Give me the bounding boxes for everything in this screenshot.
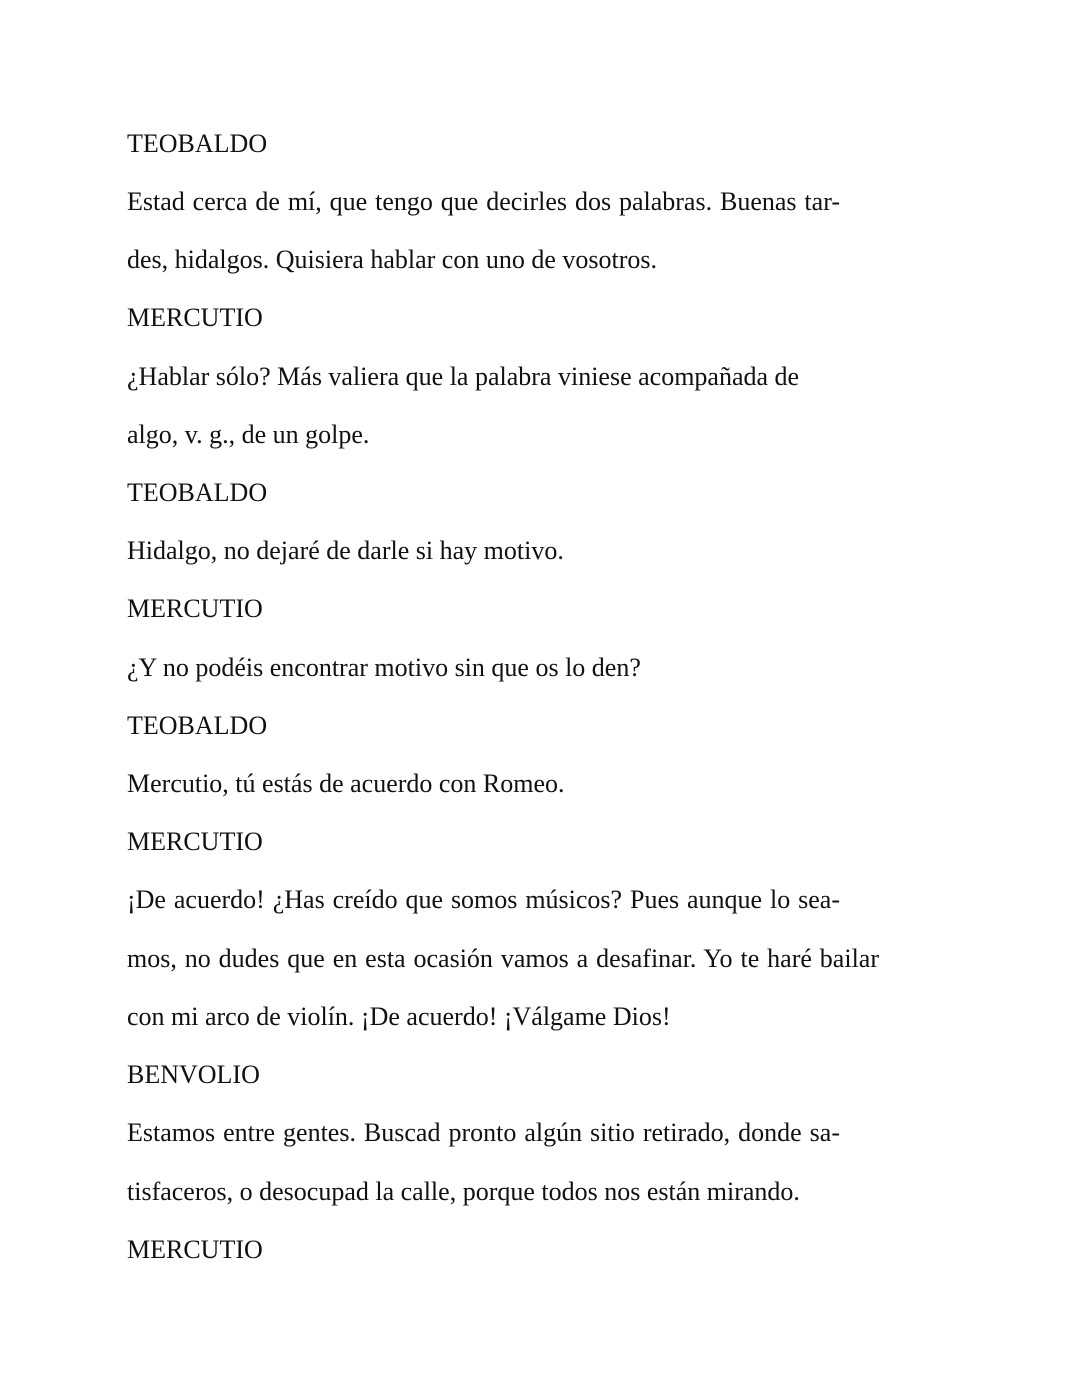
speaker-name-teobaldo: TEOBALDO — [127, 711, 268, 740]
dialogue-line: algo, v. g., de un golpe. — [127, 420, 370, 449]
dialogue-line: Mercutio, tú estás de acuerdo con Romeo. — [127, 769, 565, 798]
dialogue-line: ¡De acuerdo! ¿Has creído que somos músicos? Pues aunque lo sea- — [127, 885, 840, 914]
speaker-name-teobaldo: TEOBALDO — [127, 129, 268, 158]
dialogue-line: ¿Y no podéis encontrar motivo sin que os lo den? — [127, 653, 641, 682]
dialogue-line: con mi arco de violín. ¡De acuerdo! ¡Válgame Dios! — [127, 1002, 671, 1031]
dialogue-line: Hidalgo, no dejaré de darle si hay motivo. — [127, 536, 564, 565]
speaker-name-mercutio: MERCUTIO — [127, 1235, 263, 1264]
dialogue-line: tisfaceros, o desocupad la calle, porque todos nos están mirando. — [127, 1177, 800, 1206]
speaker-name-mercutio: MERCUTIO — [127, 827, 263, 856]
speaker-name-mercutio: MERCUTIO — [127, 594, 263, 623]
dialogue-line: mos, no dudes que en esta ocasión vamos a desafinar. Yo te haré bailar — [127, 944, 879, 973]
dialogue-line: Estad cerca de mí, que tengo que decirles dos palabras. Buenas tar- — [127, 187, 840, 216]
speaker-name-benvolio: BENVOLIO — [127, 1060, 260, 1089]
dialogue-line: ¿Hablar sólo? Más valiera que la palabra viniese acompañada de — [127, 362, 800, 391]
speaker-name-teobaldo: TEOBALDO — [127, 478, 268, 507]
speaker-name-mercutio: MERCUTIO — [127, 303, 263, 332]
dialogue-line: des, hidalgos. Quisiera hablar con uno de vosotros. — [127, 245, 658, 274]
dialogue-line: Estamos entre gentes. Buscad pronto algún sitio retirado, donde sa- — [127, 1118, 840, 1147]
